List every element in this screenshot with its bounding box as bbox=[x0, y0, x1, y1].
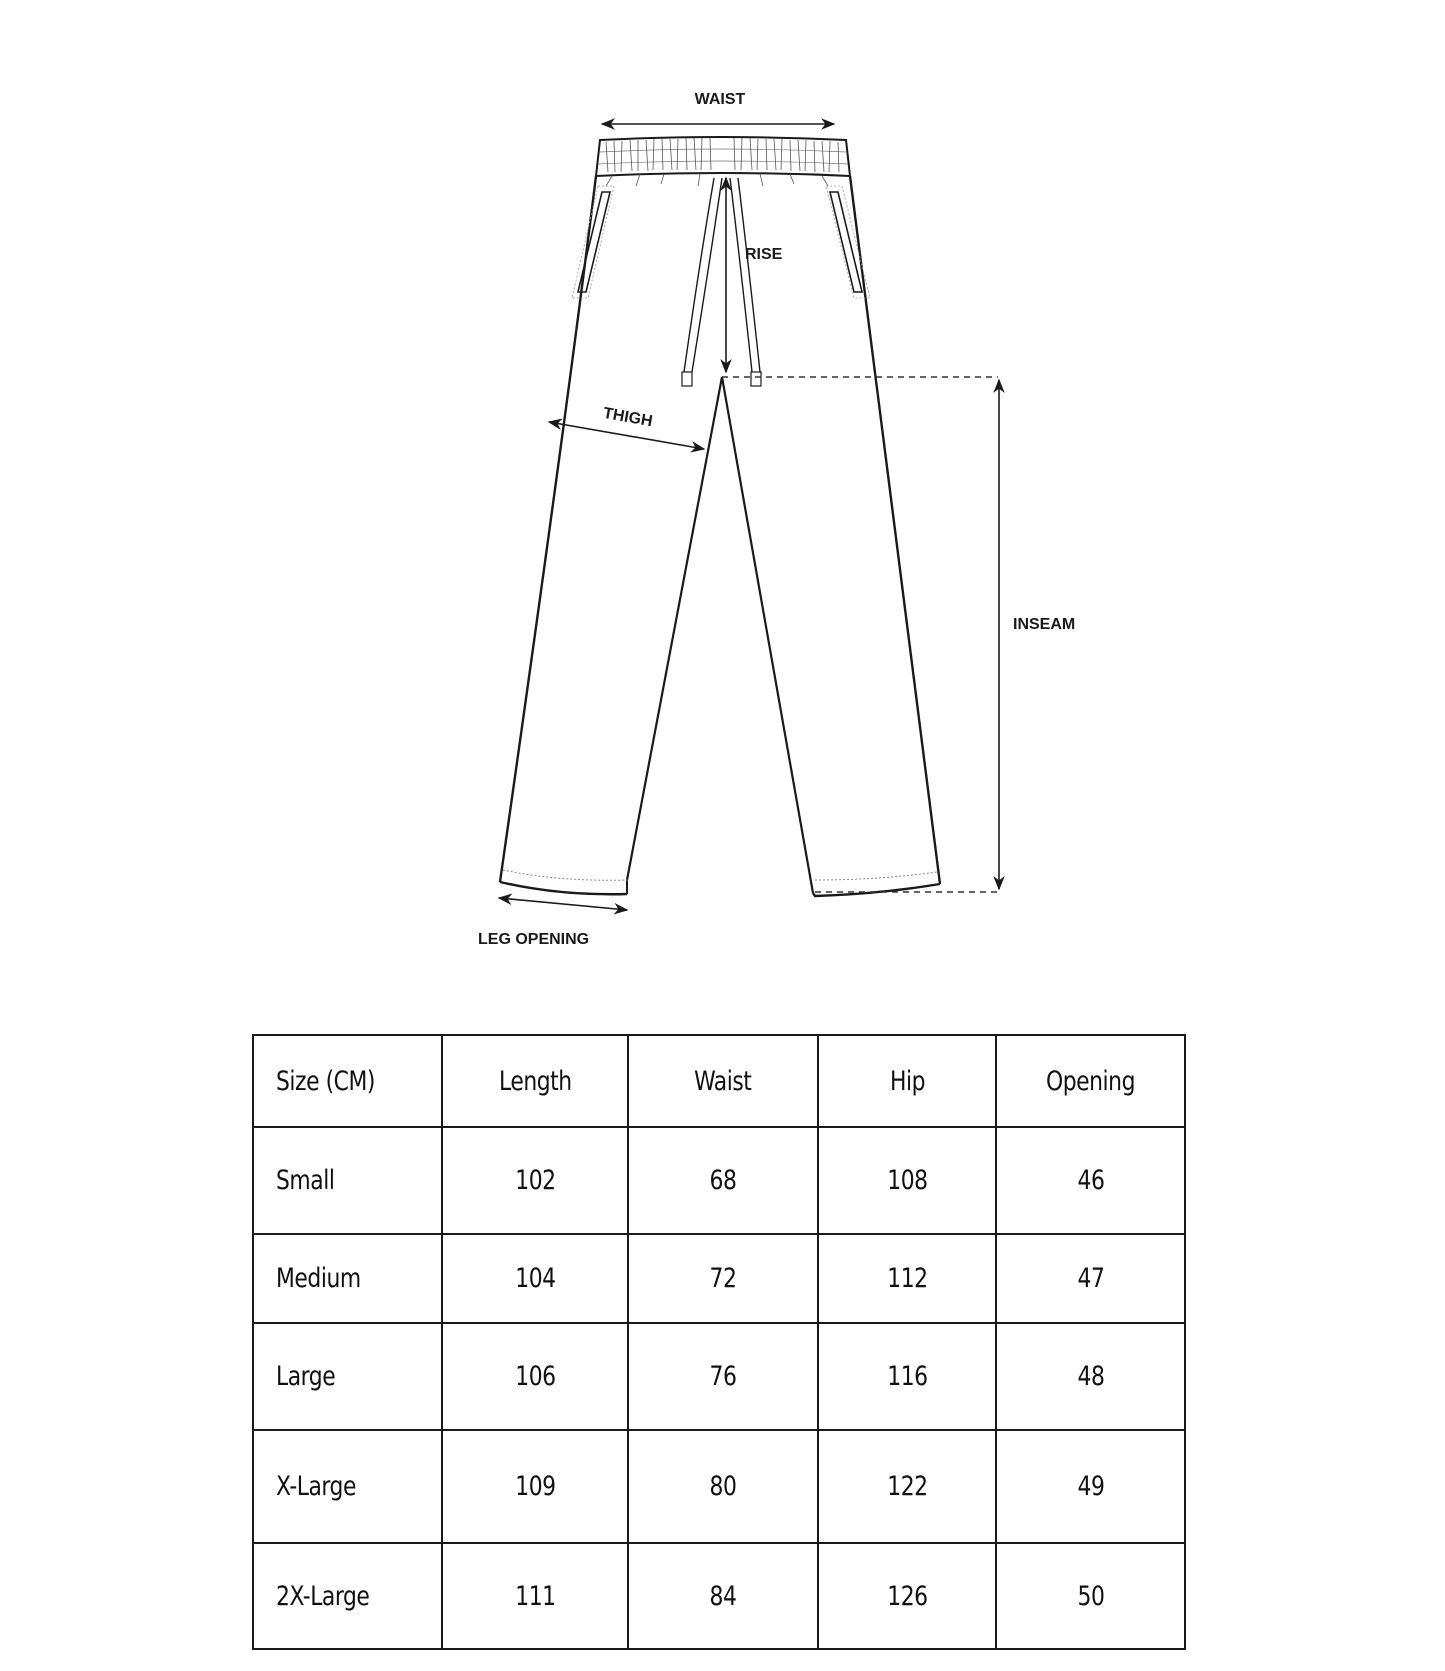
cell-length: 106 bbox=[442, 1323, 628, 1430]
cell-waist: 72 bbox=[628, 1234, 818, 1323]
cell-waist: 84 bbox=[628, 1543, 818, 1649]
leg-opening-measure bbox=[478, 898, 627, 948]
size-chart-table bbox=[252, 1034, 1186, 1650]
cell-opening: 50 bbox=[996, 1543, 1185, 1649]
table-row bbox=[253, 1323, 1185, 1430]
table-header-row bbox=[253, 1035, 1185, 1127]
leg-opening-label: LEG OPENING bbox=[478, 931, 590, 948]
drawstring bbox=[682, 178, 761, 386]
header-size: Size (CM) bbox=[253, 1035, 442, 1127]
cell-opening: 47 bbox=[996, 1234, 1185, 1323]
cell-waist: 68 bbox=[628, 1127, 818, 1234]
cell-hip: 122 bbox=[818, 1430, 996, 1543]
header-waist: Waist bbox=[628, 1035, 818, 1127]
cell-size: Small bbox=[253, 1127, 442, 1234]
cell-opening: 48 bbox=[996, 1323, 1185, 1430]
leg-opening-arrow-icon bbox=[499, 898, 627, 910]
thigh-arrow-icon bbox=[549, 422, 704, 449]
cell-hip: 108 bbox=[818, 1127, 996, 1234]
cell-opening: 49 bbox=[996, 1430, 1185, 1543]
cell-size: X-Large bbox=[253, 1430, 442, 1543]
header-opening: Opening bbox=[996, 1035, 1185, 1127]
waist-measure bbox=[602, 91, 834, 124]
right-hem bbox=[813, 884, 940, 896]
cell-waist: 76 bbox=[628, 1323, 818, 1430]
waistband bbox=[596, 137, 850, 176]
right-leg-outer-seam bbox=[850, 176, 940, 884]
thigh-label: THIGH bbox=[601, 404, 654, 431]
left-leg-inner-seam bbox=[627, 377, 722, 880]
table-row bbox=[253, 1543, 1185, 1649]
table-row bbox=[253, 1430, 1185, 1543]
waist-label: WAIST bbox=[694, 91, 746, 108]
right-leg-inner-seam bbox=[722, 377, 813, 893]
cell-opening: 46 bbox=[996, 1127, 1185, 1234]
cell-length: 111 bbox=[442, 1543, 628, 1649]
cell-length: 102 bbox=[442, 1127, 628, 1234]
cell-size: Large bbox=[253, 1323, 442, 1430]
cell-length: 104 bbox=[442, 1234, 628, 1323]
left-leg-outer-seam bbox=[500, 176, 596, 882]
cell-hip: 112 bbox=[818, 1234, 996, 1323]
rise-measure bbox=[726, 178, 783, 372]
table-row bbox=[253, 1127, 1185, 1234]
cell-hip: 116 bbox=[818, 1323, 996, 1430]
pants-outline bbox=[500, 137, 940, 896]
table-row bbox=[253, 1234, 1185, 1323]
header-length: Length bbox=[442, 1035, 628, 1127]
left-hem bbox=[500, 882, 627, 894]
cell-hip: 126 bbox=[818, 1543, 996, 1649]
thigh-measure bbox=[549, 405, 704, 449]
header-hip: Hip bbox=[818, 1035, 996, 1127]
cell-waist: 80 bbox=[628, 1430, 818, 1543]
inseam-label: INSEAM bbox=[1013, 616, 1076, 633]
rise-label: RISE bbox=[745, 246, 783, 263]
cell-size: 2X-Large bbox=[253, 1543, 442, 1649]
inseam-measure bbox=[722, 377, 1075, 892]
cell-length: 109 bbox=[442, 1430, 628, 1543]
cell-size: Medium bbox=[253, 1234, 442, 1323]
